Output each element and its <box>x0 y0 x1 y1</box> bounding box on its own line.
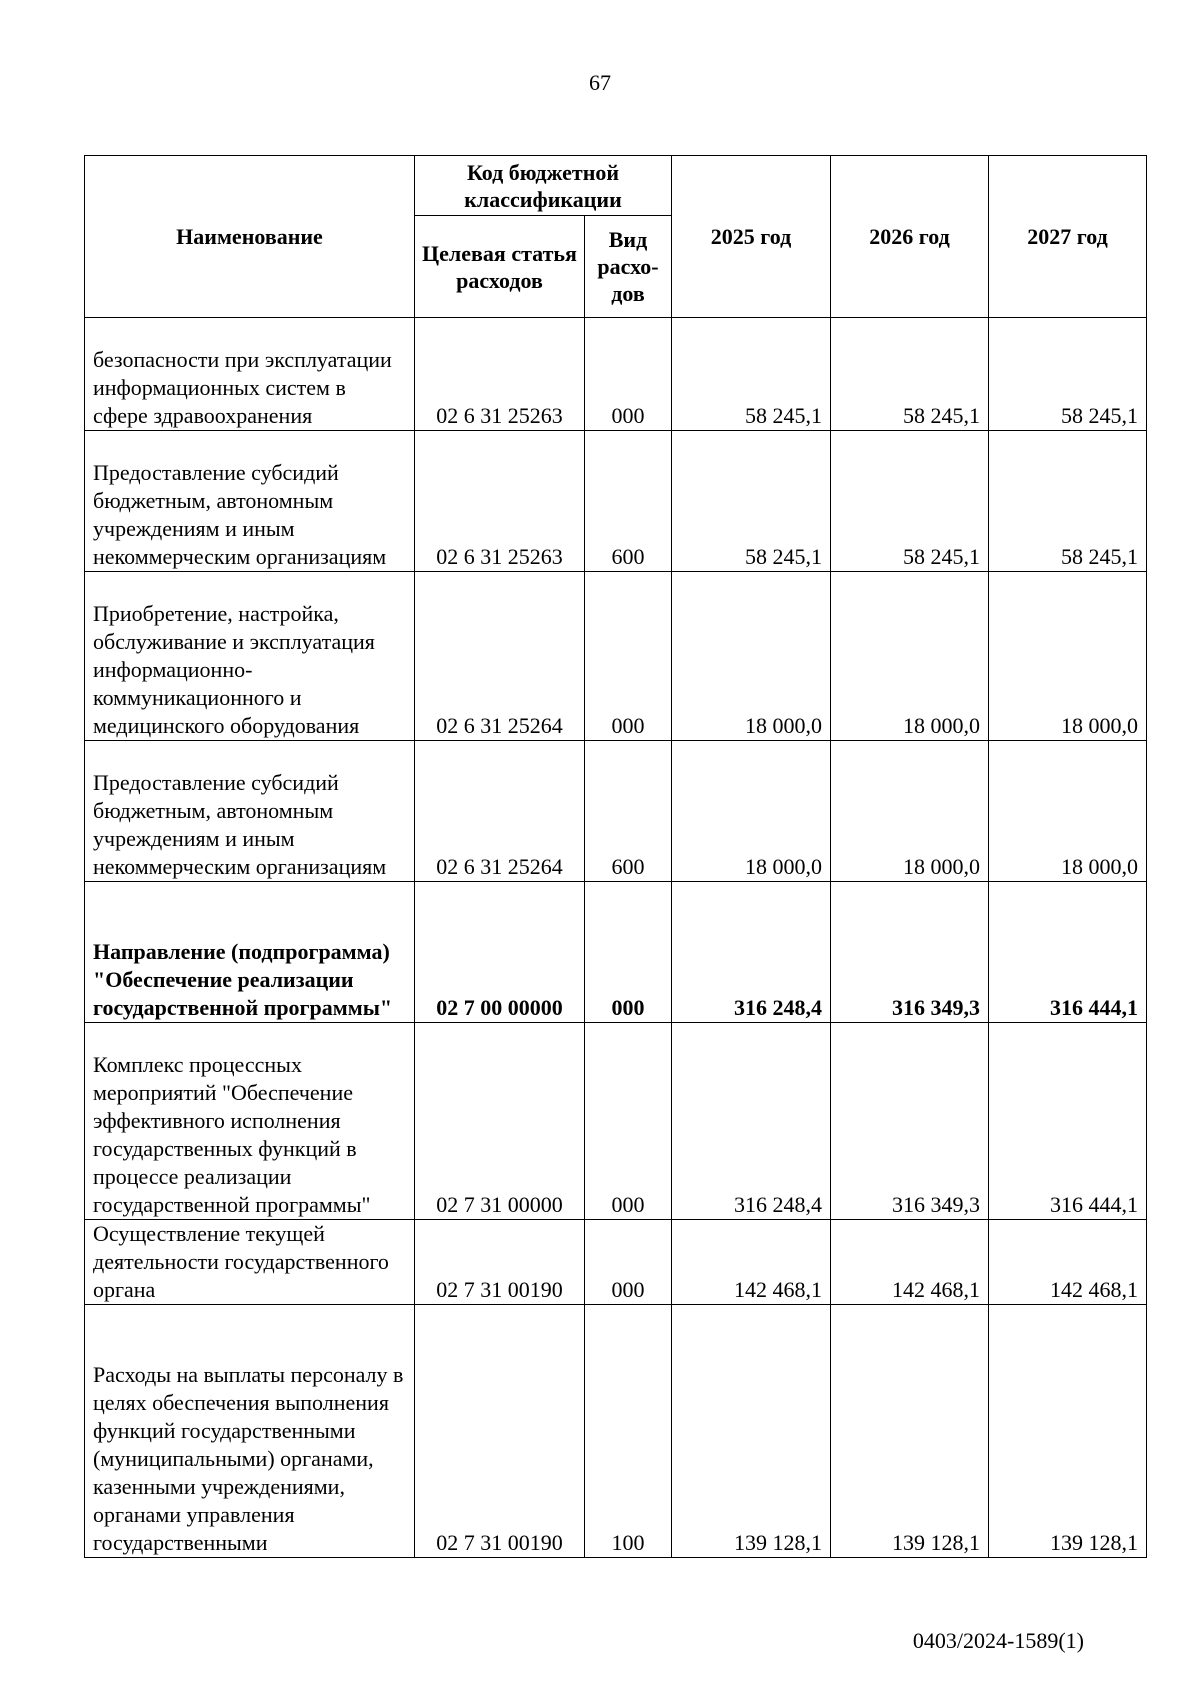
row-kind: 600 <box>585 431 672 572</box>
row-2026: 316 349,3 <box>831 1023 989 1220</box>
document-code: 0403/2024-1589(1) <box>912 1628 1084 1653</box>
header-2025: 2025 год <box>672 156 831 318</box>
row-name: Предоставление субсидий бюджетным, автономным учреждениям и иным некоммерческим организациям <box>85 741 415 882</box>
row-2027: 139 128,1 <box>989 1305 1147 1558</box>
table-row <box>85 572 1147 741</box>
row-2025: 139 128,1 <box>672 1305 831 1558</box>
row-code: 02 6 31 25263 <box>415 431 585 572</box>
row-2026: 58 245,1 <box>831 431 989 572</box>
row-name: Направление (подпрограмма) "Обеспечение реализации государственной программы" <box>85 882 415 1023</box>
row-kind: 000 <box>585 882 672 1023</box>
table-row <box>85 318 1147 431</box>
row-kind: 000 <box>585 318 672 431</box>
row-kind: 100 <box>585 1305 672 1558</box>
row-2025: 58 245,1 <box>672 318 831 431</box>
table-row <box>85 741 1147 882</box>
header-target: Целевая статья расходов <box>415 216 585 318</box>
row-2027: 58 245,1 <box>989 431 1147 572</box>
table-row <box>85 1220 1147 1305</box>
row-2025: 58 245,1 <box>672 431 831 572</box>
row-code: 02 6 31 25264 <box>415 572 585 741</box>
row-kind: 600 <box>585 741 672 882</box>
row-name: Комплекс процессных мероприятий "Обеспечение эффективного исполнения государственных функций в процессе реализации государственной программы" <box>85 1023 415 1220</box>
row-kind: 000 <box>585 572 672 741</box>
row-2025: 316 248,4 <box>672 1023 831 1220</box>
row-2026: 139 128,1 <box>831 1305 989 1558</box>
row-2026: 18 000,0 <box>831 741 989 882</box>
header-kbk-group: Код бюджетной классификации <box>415 156 672 216</box>
table-row-subprogram <box>85 882 1147 1023</box>
row-name: Предоставление субсидий бюджетным, автономным учреждениям и иным некоммерческим организациям <box>85 431 415 572</box>
row-code: 02 7 31 00000 <box>415 1023 585 1220</box>
row-2027: 316 444,1 <box>989 1023 1147 1220</box>
row-2027: 316 444,1 <box>989 882 1147 1023</box>
header-2026: 2026 год <box>831 156 989 318</box>
row-kind: 000 <box>585 1220 672 1305</box>
row-2025: 18 000,0 <box>672 741 831 882</box>
header-2027: 2027 год <box>989 156 1147 318</box>
row-name: Осуществление текущей деятельности государственного органа <box>85 1220 415 1305</box>
row-code: 02 6 31 25263 <box>415 318 585 431</box>
row-2026: 18 000,0 <box>831 572 989 741</box>
row-code: 02 7 31 00190 <box>415 1220 585 1305</box>
budget-table <box>84 155 1147 1558</box>
row-code: 02 6 31 25264 <box>415 741 585 882</box>
row-2027: 18 000,0 <box>989 741 1147 882</box>
row-kind: 000 <box>585 1023 672 1220</box>
table-row <box>85 1023 1147 1220</box>
row-2027: 18 000,0 <box>989 572 1147 741</box>
row-2026: 316 349,3 <box>831 882 989 1023</box>
row-name: безопасности при эксплуатации информационных систем в сфере здравоохранения <box>85 318 415 431</box>
row-2025: 142 468,1 <box>672 1220 831 1305</box>
header-name: Наименование <box>85 156 415 318</box>
row-2027: 58 245,1 <box>989 318 1147 431</box>
header-kind: Вид расхо-дов <box>585 216 672 318</box>
table-row <box>85 431 1147 572</box>
row-name: Расходы на выплаты персоналу в целях обеспечения выполнения функций государственными (муниципальными) органами, казенными учреждениями, органами управления государственными <box>85 1305 415 1558</box>
row-code: 02 7 31 00190 <box>415 1305 585 1558</box>
row-2026: 142 468,1 <box>831 1220 989 1305</box>
page-number: 67 <box>589 70 611 95</box>
row-name: Приобретение, настройка, обслуживание и эксплуатация информационно-коммуникационного и медицинского оборудования <box>85 572 415 741</box>
row-2027: 142 468,1 <box>989 1220 1147 1305</box>
row-code: 02 7 00 00000 <box>415 882 585 1023</box>
table-body <box>85 318 1147 1558</box>
row-2025: 18 000,0 <box>672 572 831 741</box>
table-header <box>85 156 1147 318</box>
table-row <box>85 1305 1147 1558</box>
row-2025: 316 248,4 <box>672 882 831 1023</box>
row-2026: 58 245,1 <box>831 318 989 431</box>
